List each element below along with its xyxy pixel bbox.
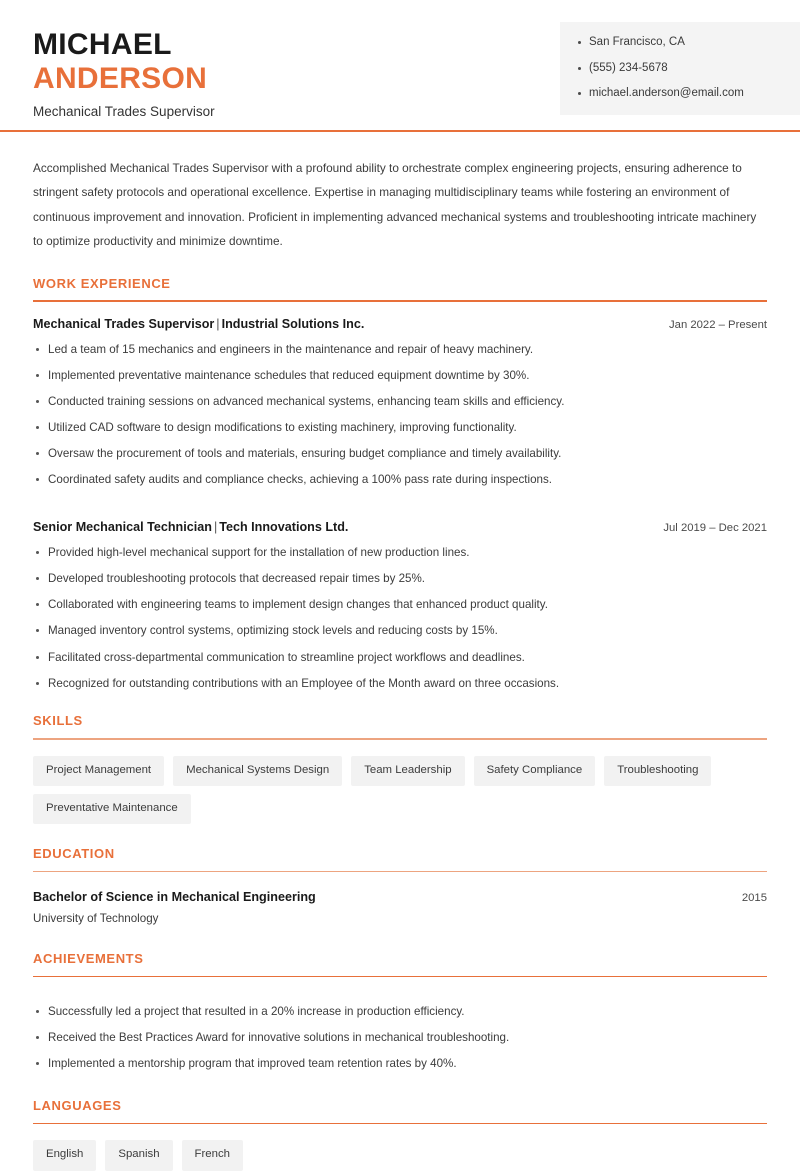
resume-content <box>0 132 800 1171</box>
skill-tag: Mechanical Systems Design <box>173 756 342 786</box>
skills-body <box>33 740 767 825</box>
experience-role: Mechanical Trades Supervisor <box>33 316 215 331</box>
achievements-bullets <box>33 1004 767 1072</box>
language-tag: French <box>182 1140 243 1170</box>
experience-bullet: Coordinated safety audits and compliance checks, achieving a 100% pass rate during inspections. <box>33 472 767 488</box>
experience-role: Senior Mechanical Technician <box>33 520 212 535</box>
section-title-achievements: ACHIEVEMENTS <box>33 951 144 967</box>
skills-tag-row <box>33 756 767 825</box>
last-name: ANDERSON <box>33 61 208 95</box>
language-tag: English <box>33 1140 96 1170</box>
contact-phone[interactable]: (555) 234-5678 <box>576 61 784 77</box>
section-title-skills: SKILLS <box>33 713 83 729</box>
experience-bullet: Developed troubleshooting protocols that decreased repair times by 25%. <box>33 571 767 587</box>
experience-bullet: Oversaw the procurement of tools and materials, ensuring budget compliance and timely availability. <box>33 446 767 462</box>
education-school: University of Technology <box>33 912 159 926</box>
experience-bullet: Utilized CAD software to design modifications to existing machinery, improving functionality. <box>33 420 767 436</box>
contact-box <box>560 22 800 115</box>
experience-title-company <box>33 316 364 333</box>
experience-bullet: Conducted training sessions on advanced mechanical systems, enhancing team skills and efficiency. <box>33 394 767 410</box>
experience-bullet: Facilitated cross-departmental communication to streamline project workflows and deadlines. <box>33 650 767 666</box>
contact-email[interactable]: michael.anderson@email.com <box>576 86 784 102</box>
achievement-bullet: Received the Best Practices Award for innovative solutions in mechanical troubleshooting. <box>33 1030 767 1046</box>
section-skills <box>33 713 767 824</box>
experience-company: Industrial Solutions Inc. <box>221 316 365 331</box>
section-title-education: EDUCATION <box>33 846 115 862</box>
experience-date: Jan 2022 – Present <box>669 318 767 331</box>
experience-bullets <box>33 545 767 691</box>
title-separator: | <box>213 520 218 535</box>
header-divider <box>0 130 800 132</box>
professional-summary: Accomplished Mechanical Trades Supervisor with a profound ability to orchestrate complex engineering projects, ensuring adherence to stringent safety protocols and operational excellence. Expertise in managing multidisciplinary teams while fostering an environment of continuous improvement and innovation. Proficient in implementing advanced mechanical systems and troubleshooting intricate machinery to optimize productivity and minimize downtime. <box>33 161 757 249</box>
education-year: 2015 <box>741 892 767 905</box>
title-separator: | <box>216 316 220 331</box>
education-body <box>33 872 767 927</box>
section-work-experience <box>33 276 767 692</box>
experience-entry-header <box>33 519 767 536</box>
skill-tag: Preventative Maintenance <box>33 794 191 824</box>
experience-bullet: Collaborated with engineering teams to implement design changes that enhanced product quality. <box>33 597 767 613</box>
experience-entry-header <box>33 316 767 333</box>
experience-company: Tech Innovations Ltd. <box>219 520 349 535</box>
education-entry <box>33 889 767 927</box>
experience-bullet: Implemented preventative maintenance schedules that reduced equipment downtime by 30%. <box>33 368 767 384</box>
education-degree: Bachelor of Science in Mechanical Engineering <box>33 890 316 905</box>
contact-list <box>576 35 784 102</box>
section-education <box>33 846 767 927</box>
skill-tag: Team Leadership <box>351 756 464 786</box>
skill-tag: Troubleshooting <box>604 756 711 786</box>
section-title-languages: LANGUAGES <box>33 1098 122 1114</box>
achievement-bullet: Successfully led a project that resulted in a 20% increase in production efficiency. <box>33 1004 767 1020</box>
experience-bullet: Recognized for outstanding contributions with an Employee of the Month award on three occasions. <box>33 676 767 692</box>
first-name: MICHAEL <box>33 28 172 61</box>
contact-location: San Francisco, CA <box>576 35 784 51</box>
name-block <box>33 28 215 121</box>
skill-tag: Safety Compliance <box>474 756 596 786</box>
entry-spacer <box>33 494 767 519</box>
language-tag: Spanish <box>105 1140 172 1170</box>
achievements-body <box>33 977 767 1072</box>
section-title-work-experience: WORK EXPERIENCE <box>33 275 171 291</box>
skill-tag: Project Management <box>33 756 164 786</box>
experience-bullets <box>33 342 767 488</box>
header-job-title: Mechanical Trades Supervisor <box>33 104 215 120</box>
achievement-bullet: Implemented a mentorship program that improved team retention rates by 40%. <box>33 1056 767 1072</box>
experience-bullet: Led a team of 15 mechanics and engineers in the maintenance and repair of heavy machinery. <box>33 342 767 358</box>
work-experience-body <box>33 302 767 692</box>
section-achievements <box>33 951 767 1072</box>
experience-title-company <box>33 519 348 536</box>
resume-header <box>0 0 800 132</box>
experience-entry <box>33 519 767 691</box>
experience-bullet: Managed inventory control systems, optimizing stock levels and reducing costs by 15%. <box>33 623 767 639</box>
languages-tag-row <box>33 1140 767 1170</box>
languages-body <box>33 1124 767 1170</box>
experience-entry <box>33 316 767 488</box>
experience-bullet: Provided high-level mechanical support for the installation of new production lines. <box>33 545 767 561</box>
experience-date: Jul 2019 – Dec 2021 <box>663 522 767 535</box>
section-languages <box>33 1098 767 1171</box>
education-entry-header <box>33 889 767 906</box>
